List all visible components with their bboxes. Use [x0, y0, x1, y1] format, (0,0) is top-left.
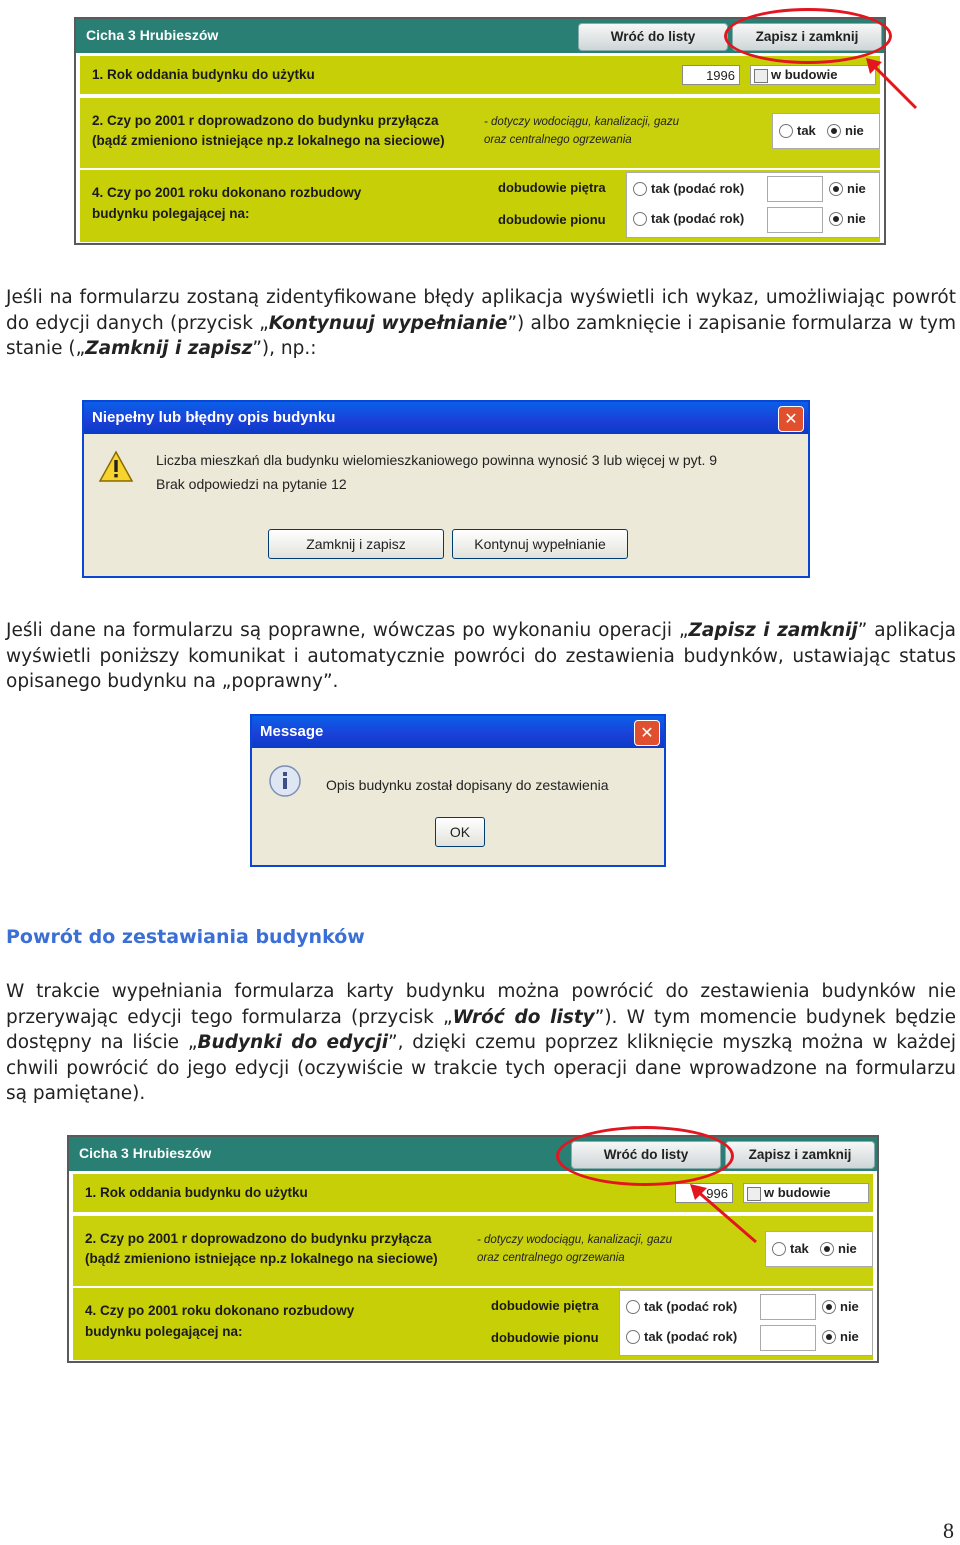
wing-no-label: nie: [847, 211, 866, 226]
error-dialog: [82, 400, 810, 578]
message-text: Opis budynku został dopisany do zestawienia: [326, 777, 609, 793]
wing-year-input[interactable]: [760, 1325, 816, 1351]
radio-dot: [822, 1300, 836, 1314]
q2-no-radio[interactable]: [820, 1241, 857, 1257]
error-line-1: Liczba mieszkań dla budynku wielomieszkaniowego powinna wynosić 3 lub więcej w pyt. 9: [156, 452, 718, 468]
radio-dot: [829, 182, 843, 196]
para2-text-1: Jeśli dane na formularzu są poprawne, wówczas po wykonaniu operacji „: [6, 620, 689, 641]
para1-close-save-term: Zamknij i zapisz: [85, 338, 253, 359]
radio-dot: [772, 1242, 786, 1256]
radio-dot: [779, 124, 793, 138]
in-construction-checkbox[interactable]: [750, 65, 876, 85]
message-dialog-title-bar: [252, 716, 664, 748]
floor-yes-radio[interactable]: [633, 181, 744, 197]
q2-no-radio[interactable]: [827, 123, 864, 139]
wing-extension-label: dobudowie pionu: [498, 212, 606, 227]
year-field[interactable]: 996: [675, 1183, 733, 1203]
close-icon[interactable]: ✕: [778, 406, 804, 432]
wing-no-label: nie: [840, 1329, 859, 1344]
warning-icon: [98, 450, 134, 484]
wing-yes-radio[interactable]: [633, 211, 744, 227]
year-field[interactable]: 1996: [682, 65, 740, 85]
question-2-note1: - dotyczy wodociągu, kanalizacji, gazu: [484, 116, 679, 128]
ok-button[interactable]: OK: [435, 817, 485, 847]
highlight-arrow-save: [860, 52, 924, 114]
floor-yes-label: tak (podać rok): [651, 181, 745, 196]
wing-yes-label: tak (podać rok): [644, 1329, 738, 1344]
floor-extension-label: dobudowie piętra: [491, 1298, 599, 1313]
page-number: 8: [943, 1518, 954, 1543]
paragraph-errors: [6, 285, 956, 362]
paragraph-success: [6, 618, 956, 695]
error-dialog-title-bar: [84, 402, 808, 434]
q2-yes-label: tak: [797, 123, 816, 138]
message-dialog: [250, 714, 666, 867]
question-2-note2: oraz centralnego ogrzewania: [477, 1252, 625, 1264]
question-2-row: [80, 97, 880, 168]
question-2-note1: - dotyczy wodociągu, kanalizacji, gazu: [477, 1234, 672, 1246]
form-title-bar: [69, 1137, 877, 1171]
para3-text-1: W trakcie wypełniania formularza karty budynku można powrócić do zestawienia budynków nie przerywając edycji tego formularza (przycisk „: [6, 981, 956, 1028]
question-4-radio-panel: [626, 172, 880, 238]
question-2-note2: oraz centralnego ogrzewania: [484, 134, 632, 146]
radio-dot: [626, 1300, 640, 1314]
question-4-line1: 4. Czy po 2001 roku dokonano rozbudowy: [85, 1303, 355, 1318]
question-1-row: [80, 55, 880, 94]
building-address: Cicha 3 Hrubieszów: [86, 27, 219, 43]
checkbox-box: [754, 69, 768, 83]
q2-yes-label: tak: [790, 1241, 809, 1256]
q2-no-label: nie: [845, 123, 864, 138]
info-icon: [268, 764, 302, 798]
question-2-line2: (bądź zmieniono istniejące np.z lokalnego na sieciowe): [92, 133, 445, 148]
para2-text-2: ” aplikacja wyświetli poniższy komunikat i automatycznie powróci do zestawienia budynków, ustawiając status opisanego budynku na „poprawny”.: [6, 620, 957, 692]
question-2-radio-panel: [772, 113, 880, 149]
floor-no-radio[interactable]: [829, 181, 866, 197]
q2-yes-radio[interactable]: [772, 1241, 809, 1257]
wing-year-input[interactable]: [767, 207, 823, 233]
para1-continue-term: Kontynuuj wypełnianie: [268, 312, 508, 334]
back-to-list-button[interactable]: Wróć do listy: [571, 1141, 721, 1169]
floor-extension-label: dobudowie piętra: [498, 180, 606, 195]
wing-no-radio[interactable]: [822, 1329, 859, 1345]
highlight-oval-back: [556, 1126, 734, 1186]
question-2-line1: 2. Czy po 2001 r doprowadzono do budynku przyłącza: [92, 113, 439, 128]
radio-dot: [820, 1242, 834, 1256]
save-and-close-button[interactable]: Zapisz i zamknij: [732, 23, 882, 51]
floor-no-radio[interactable]: [822, 1299, 859, 1315]
q2-yes-radio[interactable]: [779, 123, 816, 139]
question-2-radio-panel: [765, 1231, 873, 1267]
radio-dot: [633, 182, 647, 196]
floor-yes-radio[interactable]: [626, 1299, 737, 1315]
question-2-line1: 2. Czy po 2001 r doprowadzono do budynku przyłącza: [85, 1231, 432, 1246]
para3-text-3: ”, dzięki czemu poprzez kliknięcie myszką można w każdej chwili powrócić do jego edycji (oczywiście w trakcie tych operacji dane wprowadzone na formularzu są pamiętane).: [6, 1032, 956, 1104]
para3-back-term: Wróć do listy: [452, 1006, 595, 1028]
q2-no-label: nie: [838, 1241, 857, 1256]
wing-no-radio[interactable]: [829, 211, 866, 227]
message-dialog-title: Message: [260, 723, 324, 740]
question-1-label: 1. Rok oddania budynku do użytku: [92, 67, 315, 82]
floor-no-label: nie: [847, 181, 866, 196]
section-heading: Powrót do zestawiania budynków: [6, 926, 365, 948]
para3-text-2: ”). W tym momencie budynek będzie dostępny na liście „: [6, 1006, 957, 1053]
wing-extension-label: dobudowie pionu: [491, 1330, 599, 1345]
close-icon[interactable]: ✕: [634, 720, 660, 746]
question-1-label: 1. Rok oddania budynku do użytku: [85, 1185, 308, 1200]
para2-save-close-term: Zapisz i zamknij: [688, 620, 858, 641]
question-2-line2: (bądź zmieniono istniejące np.z lokalnego na sieciowe): [85, 1251, 438, 1266]
error-line-2: Brak odpowiedzi na pytanie 12: [156, 476, 347, 492]
continue-editing-button[interactable]: Kontynuj wypełnianie: [452, 529, 628, 559]
question-4-line1: 4. Czy po 2001 roku dokonano rozbudowy: [92, 185, 362, 200]
save-and-close-button[interactable]: Zapisz i zamknij: [725, 1141, 875, 1169]
radio-dot: [822, 1330, 836, 1344]
question-4-line2: budynku polegającej na:: [92, 206, 250, 221]
floor-year-input[interactable]: [767, 176, 823, 202]
wing-yes-radio[interactable]: [626, 1329, 737, 1345]
floor-yes-label: tak (podać rok): [644, 1299, 738, 1314]
in-construction-label: w budowie: [764, 1185, 831, 1200]
highlight-arrow-back: [684, 1178, 764, 1248]
para3-buildings-term: Budynki do edycji: [197, 1032, 389, 1053]
question-4-line2: budynku polegającej na:: [85, 1324, 243, 1339]
form-screenshot-bottom: [67, 1135, 879, 1363]
radio-dot: [626, 1330, 640, 1344]
para1-text-3: ”), np.:: [252, 338, 317, 359]
building-address: Cicha 3 Hrubieszów: [79, 1145, 212, 1161]
paragraph-return: [6, 979, 956, 1107]
para1-text-2: ”) albo zamknięcie i zapisanie formularza w tym stanie („: [6, 312, 956, 359]
radio-dot: [827, 124, 841, 138]
para1-text-1: Jeśli na formularzu zostaną zidentyfikowane błędy aplikacja wyświetli ich wykaz, umożliwiając powrót do edycji danych (przycisk „: [6, 287, 956, 334]
question-4-row: [73, 1287, 873, 1360]
question-4-row: [80, 169, 880, 242]
floor-year-input[interactable]: [760, 1294, 816, 1320]
radio-dot: [633, 212, 647, 226]
back-to-list-button[interactable]: Wróć do listy: [578, 23, 728, 51]
error-dialog-title: Niepełny lub błędny opis budynku: [92, 409, 336, 426]
wing-yes-label: tak (podać rok): [651, 211, 745, 226]
radio-dot: [829, 212, 843, 226]
close-and-save-button[interactable]: Zamknij i zapisz: [268, 529, 444, 559]
in-construction-label: w budowie: [771, 67, 838, 82]
floor-no-label: nie: [840, 1299, 859, 1314]
question-4-radio-panel: [619, 1290, 873, 1356]
